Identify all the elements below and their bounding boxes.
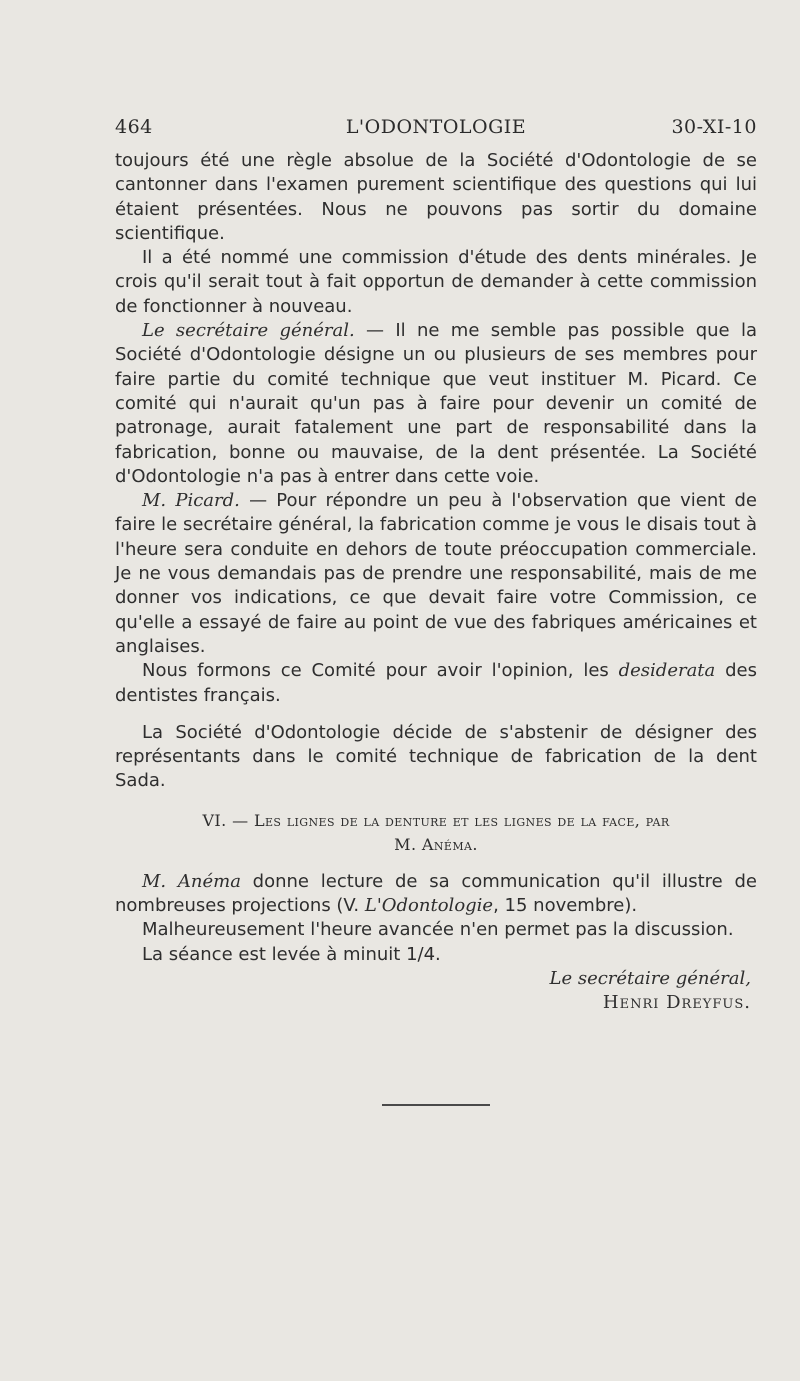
- text-run: des dentistes français.: [115, 660, 757, 706]
- speech-text: — Il ne me semble pas possible que la Société d'Odontologie désigne un ou plusieurs de ses membres pour faire partie du comité technique que veut instituer M. Picard. Ce comité qui n'aurait qu'un pas à faire pour devenir un comité de patronage, aurait fatalement une part de responsabilité dans la fabrication, bonne ou mauvaise, de la dent présentée. La Société d'Odontologie n'a pas à entrer dans cette voie.: [115, 320, 757, 487]
- speech-text: — Pour répondre un peu à l'observation que vient de faire le secrétaire général, la fabrication comme je vous le disais tout à l'heure sera conduite en dehors de toute préoccupation commerciale. Je ne vous demandais pas de prendre une responsabilité, mais de me donner vos indications, ce que devait faire votre Commission, ce qu'elle a essayé de faire au point de vue des fabriques américaines et anglaises.: [115, 490, 757, 657]
- issue-date: 30-XI-10: [671, 116, 757, 138]
- speaker-name: Le secrétaire général.: [142, 320, 355, 342]
- section-heading-line: VI. — Les lignes de la denture et les lignes de la face, par: [202, 810, 670, 830]
- signature-name: Henri Dreyfus.: [602, 992, 751, 1014]
- secretary-speech: [115, 319, 757, 489]
- text-run: , 15 novembre).: [493, 895, 638, 917]
- closing-line: Malheureusement l'heure avancée n'en permet pas la discussion.: [142, 919, 734, 941]
- text-run: Nous formons ce Comité pour avoir l'opinion, les: [142, 660, 619, 682]
- page-number: 464: [115, 116, 153, 138]
- paragraph: toujours été une règle absolue de la Société d'Odontologie de se cantonner dans l'examen purement scientifique des questions qui lui étaient présentées. Nous ne pouvons pas sortir du domaine scientifique.: [115, 150, 757, 244]
- speaker-name: M. Picard.: [142, 490, 240, 512]
- section-heading: [115, 809, 757, 857]
- journal-reference: L'Odontologie: [364, 895, 494, 917]
- latin-term: desiderata: [618, 660, 716, 682]
- speaker-name: M. Anéma: [142, 870, 241, 892]
- end-rule-divider: [382, 1104, 490, 1106]
- closing-line: La séance est levée à minuit 1/4.: [142, 943, 441, 965]
- body-text: [115, 149, 757, 1016]
- paragraph: Il a été nommé une commission d'étude des dents minérales. Je crois qu'il serait tout à fait opportun de demander à cette commission de fonctionner à nouveau.: [115, 247, 757, 317]
- signature: [115, 967, 757, 1016]
- text-run: donne lecture de sa communication qu'il illustre de nombreuses projections (V.: [115, 870, 757, 917]
- decision-paragraph: La Société d'Odontologie décide de s'abstenir de désigner des représentants dans le comité technique de fabrication de la dent Sada.: [115, 721, 757, 792]
- signature-role: Le secrétaire général,: [549, 967, 751, 989]
- picard-speech: [115, 489, 757, 659]
- journal-title: L'ODONTOLOGIE: [345, 116, 527, 138]
- section-heading-author: M. Anéma.: [394, 834, 478, 854]
- anema-paragraph: [115, 870, 757, 919]
- comite-paragraph: [115, 659, 757, 708]
